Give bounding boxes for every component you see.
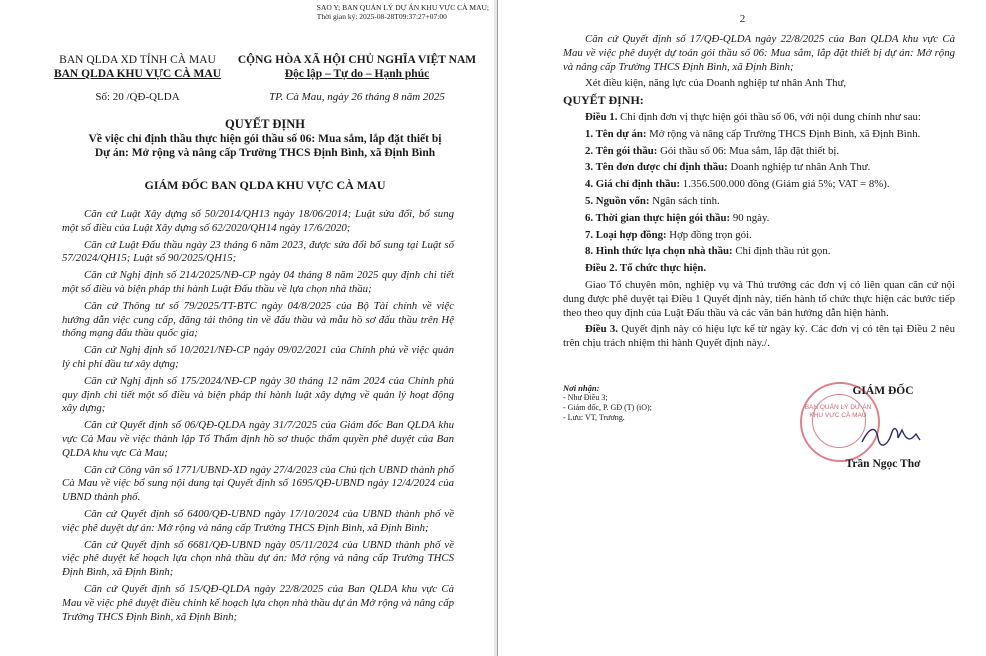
doc-number: Số: 20 /QĐ-QLDA bbox=[95, 91, 180, 103]
item-label: 4. Giá chỉ định thầu: bbox=[585, 178, 681, 191]
subject-line-2: Dự án: Mở rộng và nâng cấp Trường THCS Định Bình, xã Định Bình bbox=[94, 147, 436, 159]
decision-heading: QUYẾT ĐỊNH: bbox=[563, 93, 644, 108]
legal-basis: Căn cứ Quyết định số 6681/QĐ-UBND ngày 05/11/2024 của UBND thành phố về việc phê duyệt kế hoạch lựa chọn nhà thầu dự án: Mở rộng và nâng cấp Trường THCS Định Bình, xã Định Bình; bbox=[62, 538, 454, 579]
motto: Độc lập – Tự do – Hạnh phúc bbox=[284, 68, 430, 80]
copy-stamp-timestamp: Thời gian ký: 2025-08-28T09:37:27+07:00 bbox=[316, 12, 447, 21]
document-page-2 bbox=[497, 0, 986, 656]
legal-basis: Căn cứ Nghị định số 214/2025/NĐ-CP ngày 04 tháng 8 năm 2025 quy định chi tiết một số điều và biện pháp thi hành Luật Đấu thầu về lựa chọn nhà thầu; bbox=[62, 269, 454, 295]
legal-bases bbox=[62, 208, 454, 627]
consideration-text: Xét điều kiện, năng lực của Doanh nghiệp tư nhân Anh Thư, bbox=[585, 77, 847, 90]
legal-basis: Căn cứ Quyết định số 6400/QĐ-UBND ngày 17/10/2024 của UBND thành phố về việc phê duyệt dự án: Mở rộng và nâng cấp Trường THCS Định Bình, xã Định Bình; bbox=[62, 507, 454, 534]
article-item bbox=[563, 212, 955, 226]
legal-basis: Căn cứ Quyết định số 17/QĐ-QLDA ngày 22/8/2025 của Ban QLDA khu vực Cà Mau về việc phê duyệt dự toán gói thầu số 06: Mua sắm, lắp đặt thiết bị dự án: Mở rộng và nâng cấp Trường THCS Định Bình, xã Định Bình; bbox=[563, 33, 955, 73]
item-value: Chỉ định thầu rút gọn. bbox=[732, 245, 831, 258]
legal-basis: Căn cứ Luật Đấu thầu ngày 23 tháng 6 năm 2023, được sửa đổi bổ sung tại Luật số 57/2024/QH15; Luật số 90/2025/QH15; bbox=[62, 238, 454, 265]
copy-stamp-line: SAO Y; BAN QUẢN LÝ DỰ ÁN KHU VỰC CÀ MAU; bbox=[316, 3, 489, 12]
issuing-authority: GIÁM ĐỐC BAN QLDA KHU VỰC CÀ MAU bbox=[144, 178, 386, 192]
legal-basis: Căn cứ Quyết định số 15/QĐ-QLDA ngày 22/8/2025 của Ban QLDA khu vực Cà Mau về việc phê duyệt điều chỉnh kế hoạch lựa chọn nhà thầu dự án Mở rộng và nâng cấp Trường THCS Định Bình, xã Định Bình; bbox=[62, 582, 454, 623]
article-item bbox=[563, 245, 955, 259]
recipients-title: Nơi nhận: bbox=[563, 383, 600, 393]
article-3-label: Điều 3. bbox=[585, 323, 618, 336]
article-item bbox=[563, 145, 955, 159]
org-name: BAN QLDA KHU VỰC CÀ MAU bbox=[53, 68, 222, 80]
signer-name: Trần Ngọc Thơ bbox=[845, 458, 921, 470]
article-2-label: Điều 2. Tổ chức thực hiện. bbox=[585, 262, 707, 275]
article-3-text: Quyết định này có hiệu lực kể từ ngày ký. Các đơn vị có tên tại Điều 2 nêu trên chịu trách nhiệm thi hành Quyết định này./. bbox=[563, 323, 955, 350]
legal-basis: Căn cứ Luật Xây dựng số 50/2014/QH13 ngày 18/06/2014; Luật sửa đổi, bổ sung một số điều của Luật Xây dựng số 62/2020/QH14 ngày 17/6/2020; bbox=[62, 208, 454, 234]
handwritten-signature bbox=[858, 420, 938, 450]
article-1 bbox=[563, 111, 955, 125]
org-parent: BAN QLDA XD TỈNH CÀ MAU bbox=[59, 54, 216, 66]
item-value: Doanh nghiệp tư nhân Anh Thư. bbox=[727, 161, 871, 174]
item-label: 2. Tên gói thầu: bbox=[585, 144, 658, 157]
recipient: - Như Điều 3; bbox=[563, 393, 608, 402]
article-item bbox=[563, 229, 955, 243]
item-label: 8. Hình thức lựa chọn nhà thầu: bbox=[585, 245, 733, 258]
item-value: Gói thầu số 06: Mua sắm, lắp đặt thiết bị. bbox=[657, 144, 840, 157]
article-3 bbox=[563, 323, 955, 351]
nation-name: CỘNG HÒA XÃ HỘI CHỦ NGHĨA VIỆT NAM bbox=[237, 54, 477, 66]
item-value: 1.356.500.000 đồng (Giảm giá 5%; VAT = 8%). bbox=[680, 178, 890, 191]
article-2-text: Giao Tổ chuyên môn, nghiệp vụ và Thủ trưởng các đơn vị có liên quan căn cứ nội dung được phê duyệt tại Điều 1 Quyết định này, tiến hành tổ chức thực hiện các bước tiếp theo theo quy định của Luật Đấu thầu và các văn bản hướng dẫn hiện hành. bbox=[563, 278, 955, 319]
issuing-org bbox=[50, 53, 225, 81]
digital-copy-stamp bbox=[317, 3, 489, 21]
legal-basis: Căn cứ Công văn số 1771/UBND-XD ngày 27/4/2023 của Chủ tịch UBND thành phố Cà Mau về việc bổ sung nội dung tại Quyết định số 1695/QĐ-UBND ngày 12/4/2024 của UBND thành phố. bbox=[62, 463, 454, 504]
item-value: Hợp đồng trọn gói. bbox=[666, 228, 752, 241]
item-label: 5. Nguồn vốn: bbox=[585, 194, 650, 207]
article-1-label: Điều 1. bbox=[585, 110, 618, 123]
article-item bbox=[563, 178, 955, 192]
seal-text: BAN QUẢN LÝ DỰ ÁN KHU VỰC CÀ MAU bbox=[804, 404, 872, 419]
page-number: 2 bbox=[739, 13, 746, 25]
item-label: 7. Loại hợp đồng: bbox=[585, 228, 667, 241]
legal-basis: Căn cứ Nghị định số 175/2024/NĐ-CP ngày 30 tháng 12 năm 2024 của Chính phủ quy định chi tiết một số điều và biện pháp thi hành luật xây dựng về quản lý hoạt động xây dựng; bbox=[62, 374, 454, 415]
legal-basis: Căn cứ Quyết định số 06/QĐ-QLDA ngày 31/7/2025 của Giám đốc Ban QLDA khu vực Cà Mau về việc thành lập Tổ Thẩm định hồ sơ thuộc thẩm quyền phê duyệt của Ban QLDA khu vực Cà Mau; bbox=[62, 419, 454, 459]
item-label: 6. Thời gian thực hiện gói thầu: bbox=[585, 211, 731, 224]
recipients-block bbox=[563, 383, 783, 423]
article-item bbox=[563, 128, 955, 142]
recipient: - Lưu: VT, Trương. bbox=[563, 413, 625, 422]
legal-basis: Căn cứ Thông tư số 79/2025/TT-BTC ngày 04/8/2025 của Bộ Tài chính về việc hướng dẫn việc cung cấp, đăng tải thông tin về đấu thầu và mẫu hồ sơ đấu thầu trên Hệ thống mạng đấu thầu quốc gia; bbox=[62, 299, 454, 340]
legal-basis: Căn cứ Nghị định số 10/2021/NĐ-CP ngày 09/02/2021 của Chính phủ về việc quản lý chi phí đầu tư xây dựng; bbox=[62, 344, 454, 370]
doc-title: QUYẾT ĐỊNH bbox=[225, 117, 305, 131]
item-label: 3. Tên đơn được chỉ định thầu: bbox=[585, 161, 728, 174]
item-value: Mở rộng và nâng cấp Trường THCS Định Bình, xã Định Bình. bbox=[646, 127, 921, 140]
decision-body bbox=[563, 33, 955, 354]
recipient: - Giám đốc, P. GĐ (T) (iO); bbox=[563, 403, 652, 412]
item-label: 1. Tên dự án: bbox=[585, 127, 647, 140]
article-item bbox=[563, 161, 955, 175]
item-value: Ngân sách tỉnh. bbox=[649, 194, 720, 207]
item-value: 90 ngày. bbox=[730, 211, 770, 224]
article-1-text: Chỉ định đơn vị thực hiện gói thầu số 06, với nội dung chính như sau: bbox=[617, 110, 921, 123]
doc-subject bbox=[50, 132, 480, 160]
article-item bbox=[563, 195, 955, 209]
doc-date: TP. Cà Mau, ngày 26 tháng 8 năm 2025 bbox=[269, 91, 445, 103]
subject-line-1: Về việc chỉ định thầu thực hiện gói thầu số 06: Mua sắm, lắp đặt thiết bị bbox=[88, 133, 442, 145]
signer-title: GIÁM ĐỐC bbox=[852, 385, 914, 397]
national-header bbox=[232, 53, 482, 81]
